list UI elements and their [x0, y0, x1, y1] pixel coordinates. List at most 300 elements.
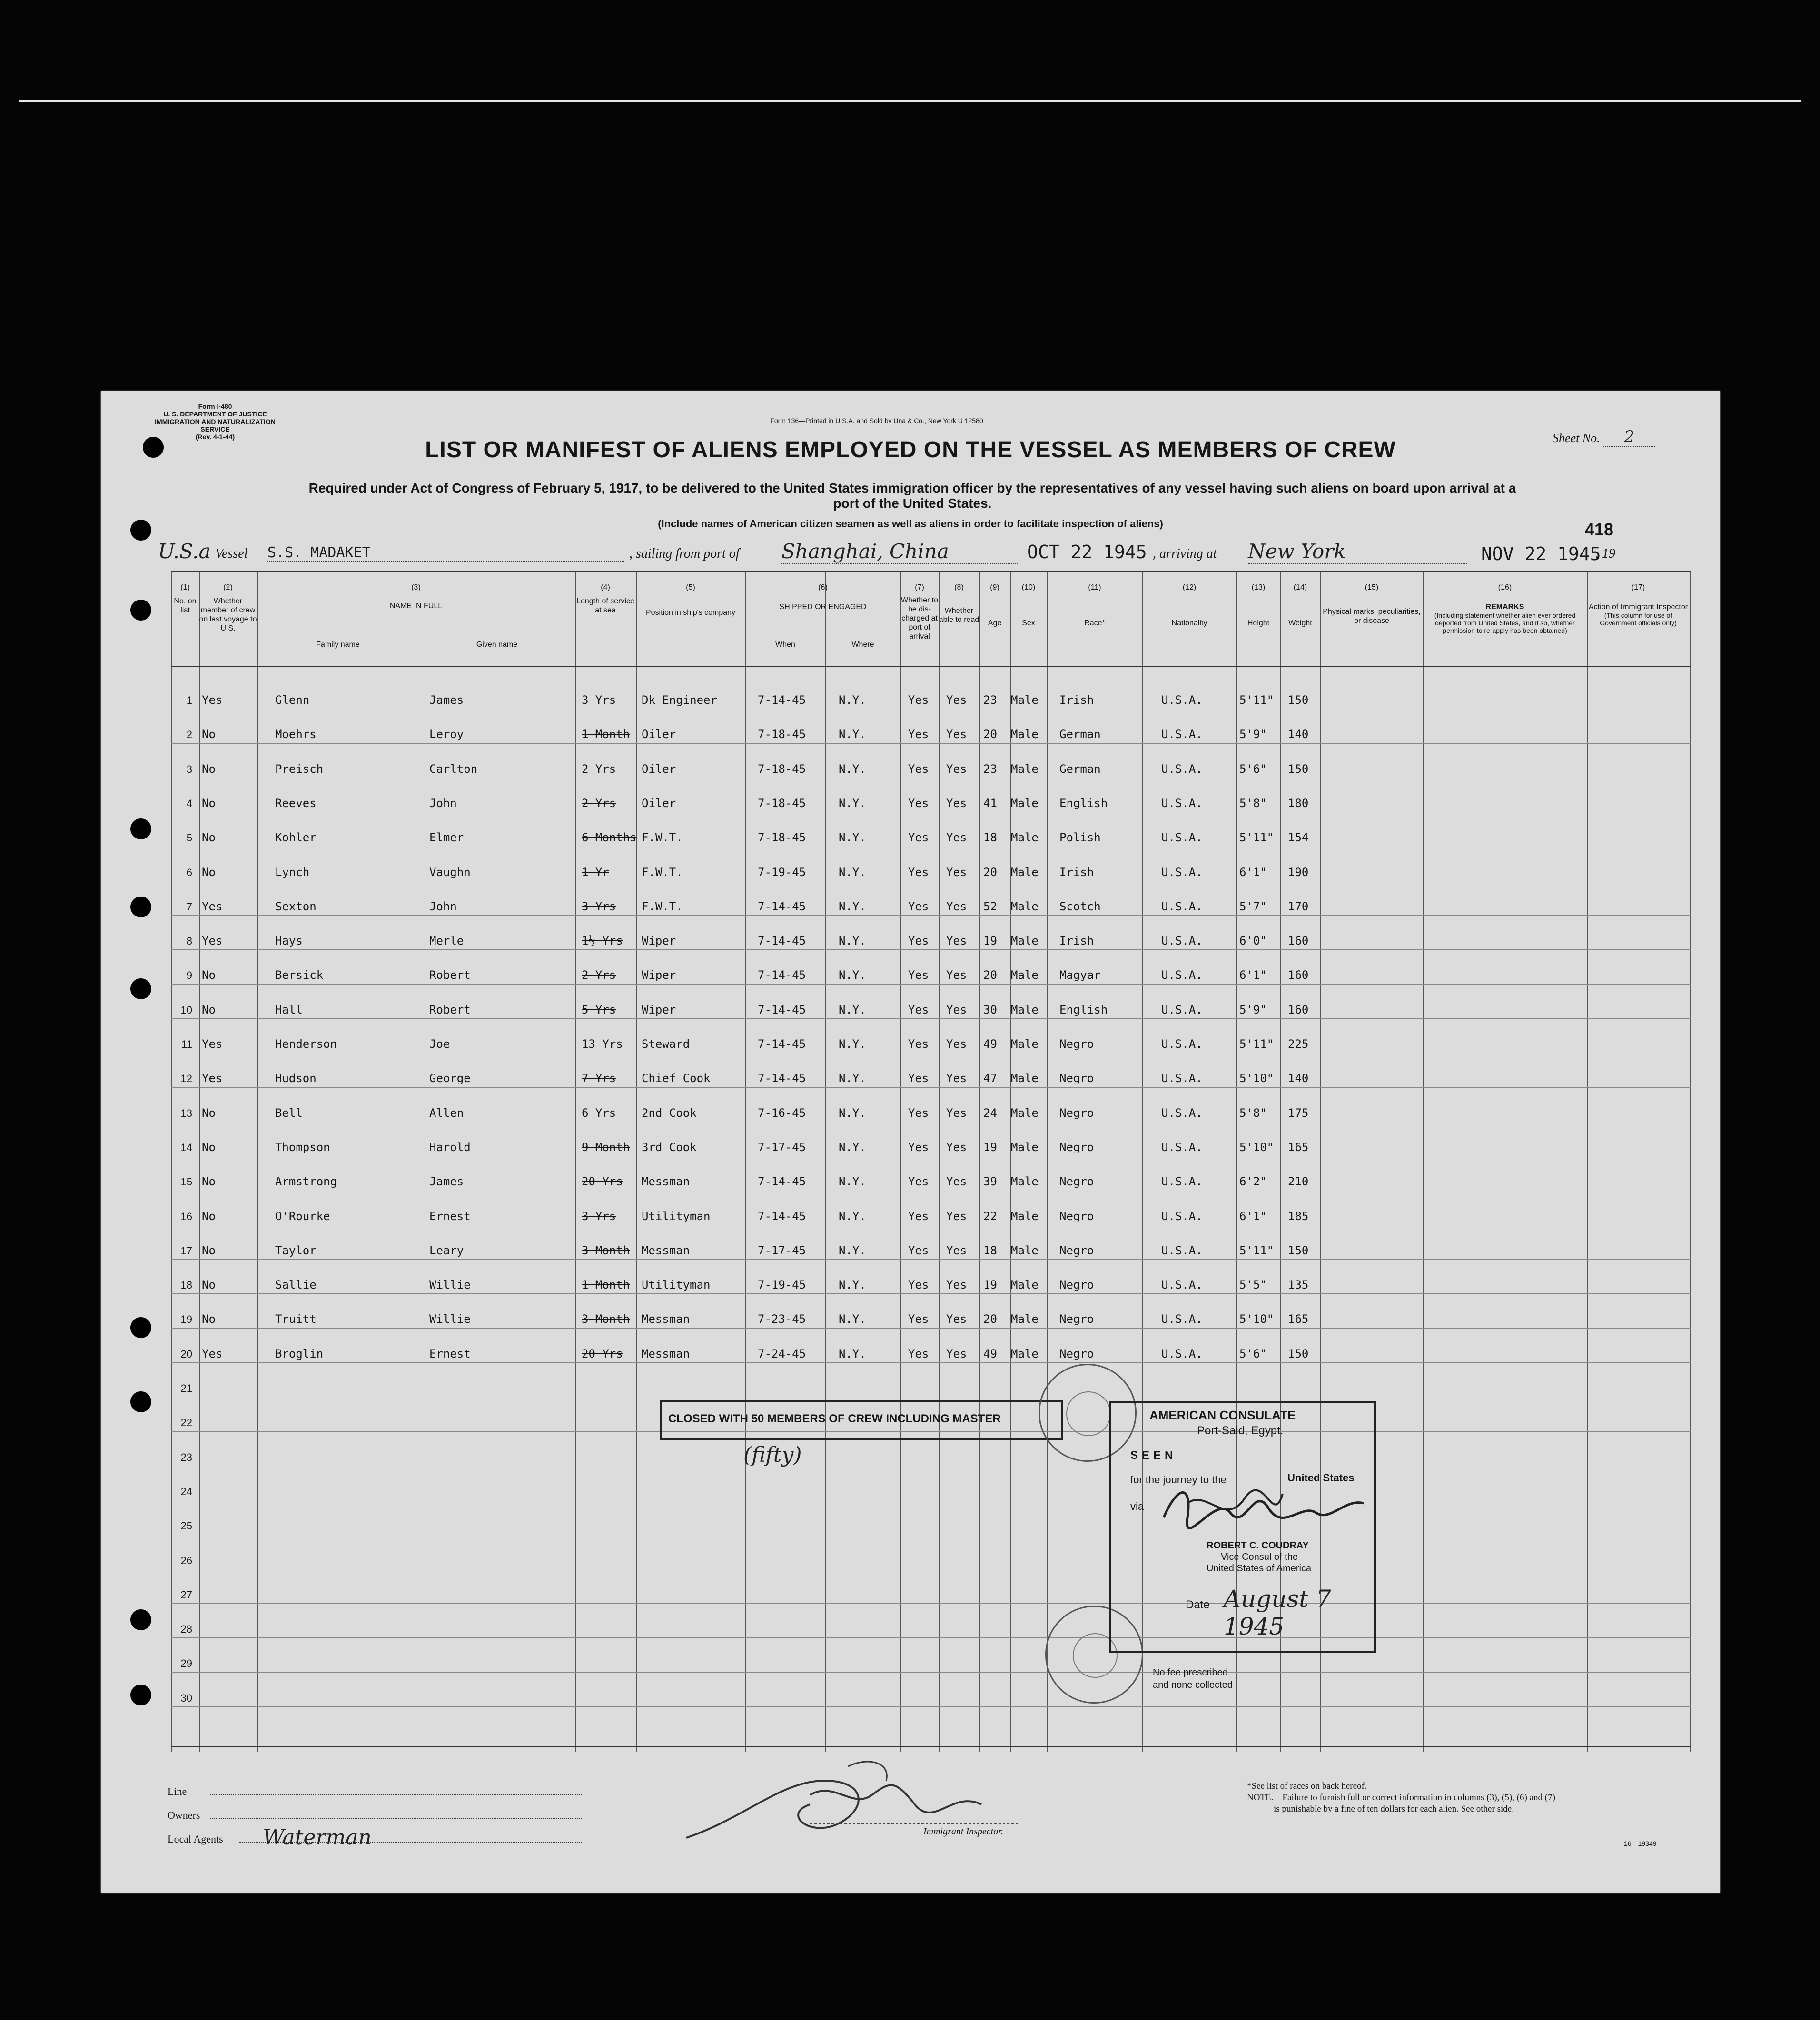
row-height: 5'8" — [1239, 1106, 1267, 1120]
row-family-name: Armstrong — [275, 1175, 337, 1189]
row-number: 2 — [186, 729, 192, 741]
row-prev-voyage: No — [202, 1243, 216, 1257]
col-7-header: (7) Whether to be dis-charged at port of arrival — [900, 583, 939, 640]
sheet-number: 2 — [1603, 427, 1655, 447]
row-able-to-read: Yes — [946, 762, 967, 776]
manifest-sheet — [101, 391, 1720, 1893]
row-family-name: Glenn — [275, 693, 310, 707]
row-family-name: Lynch — [275, 865, 310, 879]
row-prev-voyage: No — [202, 728, 216, 741]
row-number: 24 — [180, 1485, 192, 1498]
col-13-header: (13) Height — [1247, 583, 1270, 627]
row-weight: 165 — [1288, 1140, 1309, 1154]
row-race: Scotch — [1059, 899, 1101, 913]
print-code: 16—19349 — [1624, 1840, 1657, 1847]
row-position: 2nd Cook — [642, 1106, 697, 1120]
col-14-header: (14) Weight — [1288, 583, 1312, 627]
consul-title-1: Vice Consul of the — [1221, 1552, 1298, 1562]
row-number: 7 — [186, 900, 192, 913]
row-number: 25 — [180, 1520, 192, 1532]
row-length-of-service: 2 Yrs — [582, 968, 616, 982]
row-shipped-when: 7-14-45 — [758, 693, 806, 707]
row-height: 6'0" — [1239, 934, 1267, 948]
row-nationality: U.S.A. — [1161, 1278, 1203, 1292]
punch-hole — [130, 1317, 151, 1338]
row-weight: 210 — [1288, 1175, 1309, 1189]
row-family-name: Hays — [275, 934, 303, 948]
row-able-to-read: Yes — [946, 899, 967, 913]
row-given-name: Joe — [429, 1037, 450, 1051]
row-rule — [171, 1706, 1691, 1707]
row-sex: Male — [1011, 1278, 1039, 1292]
row-length-of-service: 1 Month — [582, 1278, 630, 1292]
row-nationality: U.S.A. — [1161, 899, 1203, 913]
row-sex: Male — [1011, 1037, 1039, 1051]
row-family-name: Sexton — [275, 899, 317, 913]
row-length-of-service: 7 Yrs — [582, 1072, 616, 1085]
row-to-be-discharged: Yes — [908, 1278, 929, 1292]
row-race: Negro — [1059, 1072, 1094, 1085]
row-nationality: U.S.A. — [1161, 968, 1203, 982]
consul-signature — [1159, 1475, 1368, 1537]
consulate-line-4a: for the journey to the — [1130, 1474, 1227, 1486]
row-to-be-discharged: Yes — [908, 1209, 929, 1223]
row-age: 19 — [983, 1140, 997, 1154]
row-rule — [171, 1087, 1691, 1088]
row-shipped-when: 7-18-45 — [758, 728, 806, 741]
row-prev-voyage: No — [202, 1003, 216, 1016]
col-4-header: (4) Length of service at sea — [576, 583, 634, 614]
row-family-name: Broglin — [275, 1347, 324, 1360]
row-weight: 140 — [1288, 1072, 1309, 1085]
row-able-to-read: Yes — [946, 968, 967, 982]
row-given-name: Willie — [429, 1312, 471, 1326]
row-position: Messman — [642, 1243, 690, 1257]
row-nationality: U.S.A. — [1161, 728, 1203, 741]
row-able-to-read: Yes — [946, 728, 967, 741]
row-number: 8 — [186, 935, 192, 947]
row-height: 5'6" — [1239, 1347, 1267, 1360]
row-to-be-discharged: Yes — [908, 934, 929, 948]
row-shipped-where: N.Y. — [839, 1312, 866, 1326]
row-number: 11 — [181, 1038, 192, 1050]
col-12-header: (12) Nationality — [1171, 583, 1207, 627]
row-age: 20 — [983, 728, 997, 741]
row-shipped-when: 7-18-45 — [758, 796, 806, 810]
row-length-of-service: 1 Yr — [582, 865, 609, 879]
row-age: 18 — [983, 1243, 997, 1257]
row-position: F.W.T. — [642, 899, 683, 913]
penalty-note-1: NOTE.—Failure to furnish full or correct information in columns (3), (5), (6) and (7) — [1247, 1793, 1555, 1803]
manifest-instruction: (Include names of American citizen seamen as well as aliens in order to facilitate inspection of aliens) — [658, 518, 1163, 530]
row-race: Negro — [1059, 1312, 1094, 1326]
row-weight: 154 — [1288, 831, 1309, 845]
row-weight: 170 — [1288, 899, 1309, 913]
punch-hole — [130, 978, 151, 999]
row-length-of-service: 20 Yrs — [582, 1175, 623, 1189]
row-shipped-where: N.Y. — [839, 1037, 866, 1051]
row-race: German — [1059, 762, 1101, 776]
row-shipped-when: 7-17-45 — [758, 1243, 806, 1257]
row-sex: Male — [1011, 693, 1039, 707]
row-shipped-where: N.Y. — [839, 1106, 866, 1120]
row-height: 5'8" — [1239, 796, 1267, 810]
row-weight: 150 — [1288, 693, 1309, 707]
page-number: 418 — [1585, 520, 1614, 539]
row-number: 6 — [186, 866, 192, 878]
row-race: Negro — [1059, 1106, 1094, 1120]
row-to-be-discharged: Yes — [908, 1243, 929, 1257]
row-number: 21 — [180, 1382, 192, 1394]
row-race: Negro — [1059, 1243, 1094, 1257]
row-nationality: U.S.A. — [1161, 1140, 1203, 1154]
row-able-to-read: Yes — [946, 693, 967, 707]
row-length-of-service: 1 Month — [582, 728, 630, 741]
row-length-of-service: 6 Months — [582, 831, 637, 845]
row-given-name: Ernest — [429, 1209, 471, 1223]
row-given-name: Carlton — [429, 762, 478, 776]
row-position: Oiler — [642, 762, 676, 776]
row-race: Negro — [1059, 1140, 1094, 1154]
row-number: 23 — [180, 1451, 192, 1463]
col-3-header: (3) NAME IN FULL — [389, 583, 443, 610]
row-age: 22 — [983, 1209, 997, 1223]
row-family-name: Truitt — [275, 1312, 317, 1326]
row-prev-voyage: No — [202, 1312, 216, 1326]
row-to-be-discharged: Yes — [908, 796, 929, 810]
row-nationality: U.S.A. — [1161, 1003, 1203, 1016]
consulate-line-4b: United States — [1287, 1472, 1355, 1484]
row-position: Steward — [642, 1037, 690, 1051]
row-shipped-when: 7-14-45 — [758, 968, 806, 982]
row-shipped-where: N.Y. — [839, 1209, 866, 1223]
row-prev-voyage: No — [202, 1106, 216, 1120]
punch-hole — [130, 818, 151, 839]
row-shipped-when: 7-18-45 — [758, 762, 806, 776]
row-shipped-when: 7-16-45 — [758, 1106, 806, 1120]
row-shipped-when: 7-23-45 — [758, 1312, 806, 1326]
sailing-date-stamp: OCT 22 1945 — [1027, 542, 1147, 562]
row-to-be-discharged: Yes — [908, 693, 929, 707]
row-race: German — [1059, 728, 1101, 741]
row-age: 19 — [983, 1278, 997, 1292]
row-to-be-discharged: Yes — [908, 899, 929, 913]
row-prev-voyage: No — [202, 1140, 216, 1154]
row-prev-voyage: Yes — [202, 934, 223, 948]
row-to-be-discharged: Yes — [908, 865, 929, 879]
row-able-to-read: Yes — [946, 1312, 967, 1326]
row-shipped-when: 7-24-45 — [758, 1347, 806, 1360]
row-able-to-read: Yes — [946, 865, 967, 879]
row-shipped-when: 7-19-45 — [758, 865, 806, 879]
row-weight: 160 — [1288, 1003, 1309, 1016]
row-number: 3 — [186, 763, 192, 775]
row-shipped-when: 7-17-45 — [758, 1140, 806, 1154]
row-height: 5'10" — [1239, 1140, 1274, 1154]
row-given-name: Robert — [429, 968, 471, 982]
row-number: 14 — [180, 1141, 192, 1153]
row-number: 12 — [180, 1073, 192, 1085]
row-weight: 150 — [1288, 1243, 1309, 1257]
manifest-subtitle — [177, 481, 1648, 511]
row-height: 5'10" — [1239, 1312, 1274, 1326]
row-position: Wiper — [642, 934, 676, 948]
row-position: Wiper — [642, 1003, 676, 1016]
col-3-given-header: Given name — [476, 640, 518, 649]
row-rule — [171, 1328, 1691, 1329]
row-nationality: U.S.A. — [1161, 831, 1203, 845]
row-shipped-when: 7-14-45 — [758, 1037, 806, 1051]
manifest-title: LIST OR MANIFEST OF ALIENS EMPLOYED ON THE VESSEL AS MEMBERS OF CREW — [425, 437, 1396, 463]
row-weight: 150 — [1288, 1347, 1309, 1360]
row-age: 23 — [983, 762, 997, 776]
row-family-name: Hudson — [275, 1072, 317, 1085]
row-nationality: U.S.A. — [1161, 796, 1203, 810]
row-to-be-discharged: Yes — [908, 1140, 929, 1154]
closing-count-handwritten: (fifty) — [743, 1443, 802, 1467]
form-identification — [153, 403, 277, 441]
row-family-name: Hall — [275, 1003, 303, 1016]
row-age: 24 — [983, 1106, 997, 1120]
row-to-be-discharged: Yes — [908, 762, 929, 776]
row-given-name: Vaughn — [429, 865, 471, 879]
row-able-to-read: Yes — [946, 1140, 967, 1154]
row-given-name: Leroy — [429, 728, 464, 741]
row-nationality: U.S.A. — [1161, 762, 1203, 776]
consulate-line-5: via — [1130, 1500, 1144, 1512]
row-nationality: U.S.A. — [1161, 693, 1203, 707]
local-agents-label: Local Agents — [168, 1833, 223, 1845]
row-sex: Male — [1011, 934, 1039, 948]
row-race: Negro — [1059, 1209, 1094, 1223]
row-age: 19 — [983, 934, 997, 948]
row-sex: Male — [1011, 865, 1039, 879]
row-sex: Male — [1011, 796, 1039, 810]
row-weight: 160 — [1288, 968, 1309, 982]
row-shipped-when: 7-18-45 — [758, 831, 806, 845]
row-shipped-where: N.Y. — [839, 831, 866, 845]
row-height: 5'11" — [1239, 1243, 1274, 1257]
row-given-name: Harold — [429, 1140, 471, 1154]
row-prev-voyage: No — [202, 968, 216, 982]
sheet-label: Sheet No. — [1553, 431, 1600, 445]
row-nationality: U.S.A. — [1161, 1106, 1203, 1120]
owners-label: Owners — [168, 1809, 200, 1821]
row-family-name: Bell — [275, 1106, 303, 1120]
row-shipped-where: N.Y. — [839, 1140, 866, 1154]
col-9-header: (9) Age — [988, 583, 1002, 627]
row-number: 28 — [180, 1623, 192, 1636]
row-length-of-service: 13 Yrs — [582, 1037, 623, 1051]
row-position: Dk Engineer — [642, 693, 717, 707]
row-shipped-when: 7-14-45 — [758, 1175, 806, 1189]
row-shipped-when: 7-14-45 — [758, 1003, 806, 1016]
row-shipped-where: N.Y. — [839, 1175, 866, 1189]
row-sex: Male — [1011, 1106, 1039, 1120]
row-height: 5'9" — [1239, 1003, 1267, 1016]
row-able-to-read: Yes — [946, 1003, 967, 1016]
printer-note: Form 136—Printed in U.S.A. and Sold by Una & Co., New York U 12580 — [770, 417, 983, 424]
row-family-name: Reeves — [275, 796, 317, 810]
footer-notes — [1247, 1781, 1666, 1815]
row-to-be-discharged: Yes — [908, 1312, 929, 1326]
row-weight: 160 — [1288, 934, 1309, 948]
fee-note: No fee prescribed and none collected — [1153, 1667, 1233, 1690]
row-to-be-discharged: Yes — [908, 1072, 929, 1085]
row-to-be-discharged: Yes — [908, 1106, 929, 1120]
row-shipped-when: 7-14-45 — [758, 1209, 806, 1223]
row-to-be-discharged: Yes — [908, 1175, 929, 1189]
row-age: 52 — [983, 899, 997, 913]
col-2-header: (2) Whether member of crew on last voyage to U.S. — [199, 583, 257, 632]
row-prev-voyage: Yes — [202, 1347, 223, 1360]
row-position: Chief Cook — [642, 1072, 711, 1085]
row-position: Wiper — [642, 968, 676, 982]
row-position: 3rd Cook — [642, 1140, 697, 1154]
service-name: IMMIGRATION AND NATURALIZATION SERVICE — [155, 418, 276, 433]
row-able-to-read: Yes — [946, 1209, 967, 1223]
department-name: U. S. DEPARTMENT OF JUSTICE — [163, 410, 267, 418]
row-sex: Male — [1011, 1072, 1039, 1085]
row-given-name: George — [429, 1072, 471, 1085]
row-rule — [171, 1637, 1691, 1638]
row-weight: 140 — [1288, 728, 1309, 741]
row-nationality: U.S.A. — [1161, 1243, 1203, 1257]
row-able-to-read: Yes — [946, 1037, 967, 1051]
row-sex: Male — [1011, 899, 1039, 913]
row-shipped-where: N.Y. — [839, 1243, 866, 1257]
row-age: 49 — [983, 1347, 997, 1360]
penalty-note-2: is punishable by a fine of ten dollars for each alien. See other side. — [1274, 1804, 1514, 1814]
row-weight: 150 — [1288, 762, 1309, 776]
vessel-line — [158, 540, 1681, 566]
row-age: 41 — [983, 796, 997, 810]
row-number: 27 — [180, 1588, 192, 1601]
consulate-line-1: AMERICAN CONSULATE — [1149, 1408, 1296, 1422]
sailing-label: , sailing from port of — [629, 546, 740, 561]
row-length-of-service: 3 Yrs — [582, 693, 616, 707]
col-1-header: (1) No. on list — [174, 583, 197, 614]
vessel-name: S.S. MADAKET — [267, 544, 624, 562]
inspector-label: Immigrant Inspector. — [923, 1826, 1003, 1837]
row-weight: 165 — [1288, 1312, 1309, 1326]
row-number: 9 — [186, 969, 192, 982]
row-prev-voyage: No — [202, 762, 216, 776]
row-number: 10 — [180, 1004, 192, 1016]
row-height: 5'11" — [1239, 693, 1274, 707]
row-age: 20 — [983, 865, 997, 879]
row-nationality: U.S.A. — [1161, 1209, 1203, 1223]
row-able-to-read: Yes — [946, 1106, 967, 1120]
row-family-name: Taylor — [275, 1243, 317, 1257]
row-given-name: Willie — [429, 1278, 471, 1292]
row-shipped-where: N.Y. — [839, 899, 866, 913]
row-position: Messman — [642, 1347, 690, 1360]
col-6-header: (6) SHIPPED OR ENGAGED — [779, 583, 867, 611]
row-position: Oiler — [642, 728, 676, 741]
punch-hole — [130, 1391, 151, 1412]
port-of-arrival: New York — [1248, 540, 1467, 564]
row-prev-voyage: No — [202, 1278, 216, 1292]
col-15-header: (15) Physical marks, peculiarities, or disease — [1323, 583, 1421, 625]
row-height: 6'1" — [1239, 968, 1267, 982]
row-family-name: Sallie — [275, 1278, 317, 1292]
col-8-header: (8) Whether able to read — [939, 583, 979, 624]
row-number: 13 — [180, 1107, 192, 1119]
row-shipped-where: N.Y. — [839, 934, 866, 948]
row-nationality: U.S.A. — [1161, 1347, 1203, 1360]
punch-hole — [130, 1685, 151, 1705]
row-nationality: U.S.A. — [1161, 865, 1203, 879]
vessel-label: Vessel — [215, 546, 248, 561]
row-given-name: Elmer — [429, 831, 464, 845]
row-length-of-service: 20 Yrs — [582, 1347, 623, 1360]
row-height: 5'11" — [1239, 831, 1274, 845]
row-able-to-read: Yes — [946, 831, 967, 845]
row-given-name: John — [429, 899, 457, 913]
row-number: 18 — [180, 1279, 192, 1291]
row-prev-voyage: No — [202, 831, 216, 845]
row-shipped-when: 7-14-45 — [758, 1072, 806, 1085]
row-height: 5'11" — [1239, 1037, 1274, 1051]
form-number: Form I-480 — [198, 403, 232, 410]
row-able-to-read: Yes — [946, 1175, 967, 1189]
row-number: 26 — [180, 1554, 192, 1567]
closing-stamp — [660, 1400, 1063, 1440]
row-shipped-when: 7-19-45 — [758, 1278, 806, 1292]
vessel-prefix-handwritten: U.S.a — [158, 540, 211, 563]
form-revision: (Rev. 4-1-44) — [195, 433, 235, 441]
row-prev-voyage: No — [202, 865, 216, 879]
row-to-be-discharged: Yes — [908, 1037, 929, 1051]
row-sex: Male — [1011, 831, 1039, 845]
row-able-to-read: Yes — [946, 796, 967, 810]
row-race: English — [1059, 796, 1108, 810]
row-given-name: Ernest — [429, 1347, 471, 1360]
arrival-date-stamp: NOV 22 1945 — [1481, 543, 1601, 564]
row-number: 5 — [186, 832, 192, 844]
row-sex: Male — [1011, 1347, 1039, 1360]
subtitle-line-1: Required under Act of Congress of February 5, 1917, to be delivered to the United States immigration officer by the representatives of any vessel having such aliens on board upon arrival at a — [308, 481, 1516, 495]
row-family-name: Thompson — [275, 1140, 330, 1154]
col-10-header: (10) Sex — [1021, 583, 1036, 627]
consulate-line-3: SEEN — [1130, 1449, 1177, 1462]
row-race: Irish — [1059, 693, 1094, 707]
row-length-of-service: 2 Yrs — [582, 796, 616, 810]
row-able-to-read: Yes — [946, 1347, 967, 1360]
row-position: Utilityman — [642, 1278, 711, 1292]
row-shipped-where: N.Y. — [839, 796, 866, 810]
row-shipped-where: N.Y. — [839, 1072, 866, 1085]
row-shipped-where: N.Y. — [839, 728, 866, 741]
row-race: English — [1059, 1003, 1108, 1016]
row-position: Utilityman — [642, 1209, 711, 1223]
crew-table — [171, 571, 1691, 1752]
row-sex: Male — [1011, 968, 1039, 982]
row-shipped-where: N.Y. — [839, 693, 866, 707]
row-family-name: Bersick — [275, 968, 324, 982]
row-number: 20 — [180, 1348, 192, 1360]
row-age: 20 — [983, 1312, 997, 1326]
row-able-to-read: Yes — [946, 1072, 967, 1085]
port-of-departure: Shanghai, China — [781, 540, 1019, 564]
row-sex: Male — [1011, 1003, 1039, 1016]
row-shipped-where: N.Y. — [839, 1347, 866, 1360]
row-position: F.W.T. — [642, 865, 683, 879]
row-given-name: Allen — [429, 1106, 464, 1120]
row-shipped-where: N.Y. — [839, 1003, 866, 1016]
row-given-name: Merle — [429, 934, 464, 948]
